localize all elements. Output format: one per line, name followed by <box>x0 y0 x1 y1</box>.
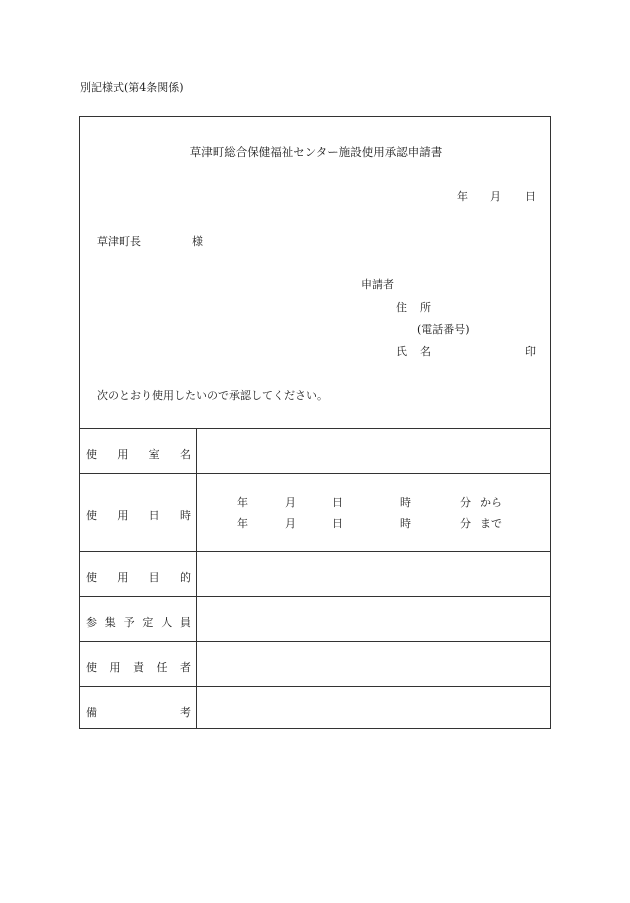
form-caption: 別記様式(第4条関係) <box>80 81 184 94</box>
label-usage-datetime <box>86 507 191 523</box>
row-divider <box>80 686 550 687</box>
label-char: 使 <box>86 661 97 674</box>
label-remarks <box>86 704 191 720</box>
label-usage-purpose <box>86 569 191 585</box>
unit-hour: 時 <box>400 517 411 530</box>
label-char: 室 <box>148 448 160 461</box>
label-char: 責 <box>133 661 144 674</box>
column-divider <box>196 428 197 728</box>
label-responsible-person <box>86 659 191 675</box>
address-label-char: 所 <box>420 301 431 314</box>
label-char: 定 <box>142 616 154 629</box>
date-year-label: 年 <box>457 190 468 203</box>
label-char: 参 <box>86 616 97 629</box>
label-char: 使 <box>86 509 97 522</box>
row-divider <box>80 551 550 552</box>
label-char: 用 <box>117 509 129 522</box>
unit-hour: 時 <box>400 496 411 509</box>
label-char: 名 <box>179 448 191 461</box>
unit-year: 年 <box>237 517 248 530</box>
unit-month: 月 <box>285 517 296 530</box>
label-char: 人 <box>161 616 173 629</box>
table-top-border <box>80 428 550 429</box>
from-label: から <box>480 496 502 509</box>
label-char: 者 <box>180 661 191 674</box>
label-char: 時 <box>179 509 191 522</box>
application-form <box>79 116 551 729</box>
seal-mark: 印 <box>525 345 536 358</box>
unit-month: 月 <box>285 496 296 509</box>
label-char: 任 <box>156 661 168 674</box>
label-char: 用 <box>117 448 129 461</box>
label-char: 日 <box>148 509 160 522</box>
label-char: 目 <box>148 571 160 584</box>
label-char: 使 <box>86 448 97 461</box>
name-label-char: 名 <box>420 345 431 358</box>
label-char: 的 <box>179 571 191 584</box>
request-text: 次のとおり使用したいので承認してください。 <box>97 389 328 402</box>
unit-day: 日 <box>332 517 343 530</box>
row-divider <box>80 473 550 474</box>
name-label-char: 氏 <box>396 345 407 358</box>
address-label-char: 住 <box>396 301 407 314</box>
until-label: まで <box>480 517 502 530</box>
label-char: 集 <box>104 616 116 629</box>
unit-minute: 分 <box>460 496 471 509</box>
label-char: 使 <box>86 571 97 584</box>
unit-day: 日 <box>332 496 343 509</box>
label-char: 考 <box>180 706 191 719</box>
applicant-label: 申請者 <box>361 278 394 291</box>
row-divider <box>80 596 550 597</box>
label-char: 用 <box>109 661 121 674</box>
label-expected-attendees <box>86 614 191 630</box>
addressee: 草津町長 <box>97 235 141 248</box>
label-char: 備 <box>86 706 97 719</box>
label-room-name <box>86 446 191 462</box>
date-day-label: 日 <box>525 190 536 203</box>
label-char: 員 <box>179 616 191 629</box>
addressee-suffix: 様 <box>192 235 203 248</box>
row-divider <box>80 641 550 642</box>
date-month-label: 月 <box>490 190 501 203</box>
form-title: 草津町総合保健福祉センター施設使用承認申請書 <box>189 145 443 159</box>
unit-minute: 分 <box>460 517 471 530</box>
label-char: 予 <box>123 616 135 629</box>
label-char: 用 <box>117 571 129 584</box>
unit-year: 年 <box>237 496 248 509</box>
phone-label: (電話番号) <box>417 323 470 336</box>
